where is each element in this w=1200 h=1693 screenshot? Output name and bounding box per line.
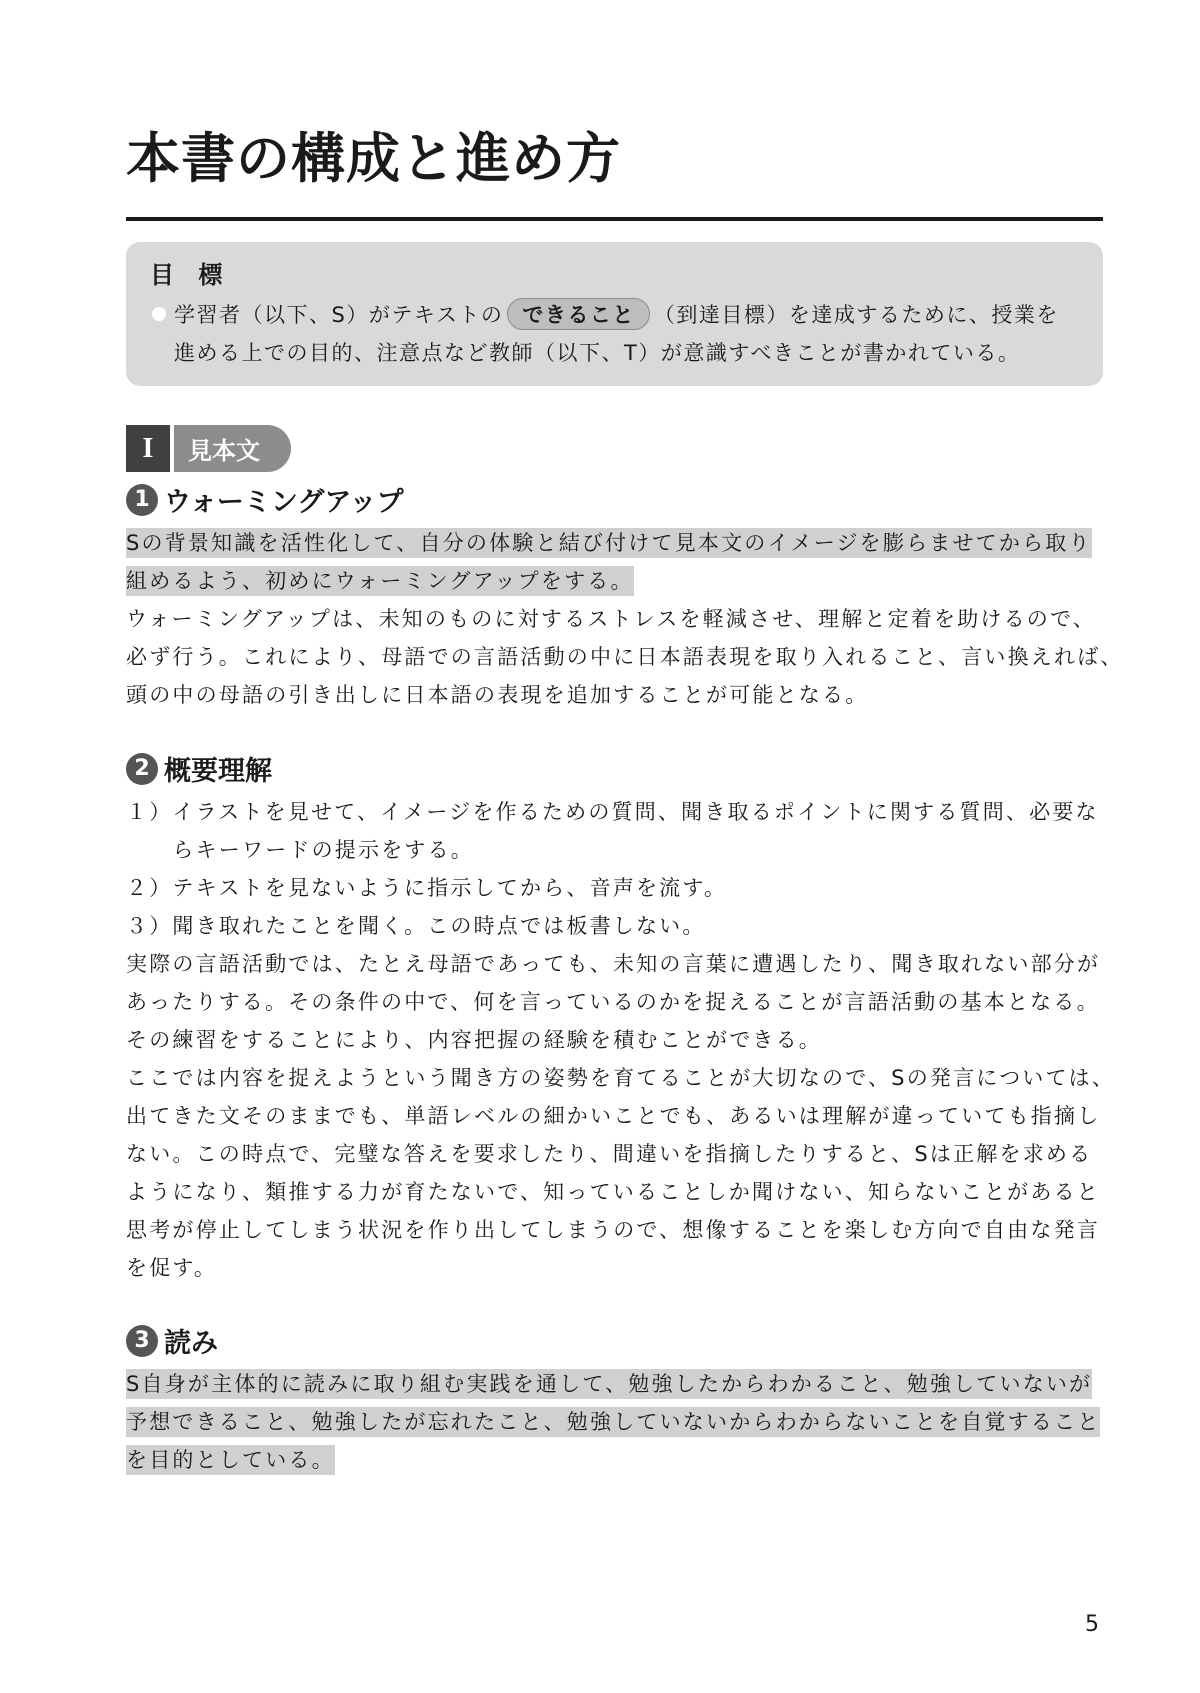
overview-line: ここでは内容を捉えようという聞き方の姿勢を育てることが大切なので、Sの発言については、: [126, 1066, 1116, 1090]
warmup-heading-text: ウォーミングアップ: [164, 487, 404, 518]
highlighted-text: 予想できること、勉強したが忘れたこと、勉強していないからわからないことを自覚すること: [126, 1407, 1100, 1437]
highlighted-text: S自身が主体的に読みに取り組む実践を通して、勉強したからわかること、勉強していないが: [126, 1369, 1092, 1399]
overview-line: を促す。: [126, 1256, 218, 1280]
section-numeral: I: [126, 425, 170, 472]
warmup-heading: [126, 480, 404, 519]
title-rule: [126, 217, 1103, 221]
can-do-pill: できること: [507, 298, 650, 330]
overview-line: あったりする。その条件の中で、何を言っているのかを捉えることが言語活動の基本となる。: [126, 990, 1100, 1014]
goal-box: [126, 242, 1103, 386]
overview-heading: [126, 749, 272, 788]
circle-number-1-icon: 1: [126, 484, 158, 516]
highlighted-text: 組めるよう、初めにウォーミングアップをする。: [126, 566, 634, 596]
reading-line: [126, 1407, 1100, 1437]
reading-line: [126, 1445, 335, 1475]
overview-line: ２）テキストを見ないように指示してから、音声を流す。: [126, 876, 728, 900]
goal-text-a: 学習者（以下、S）がテキストの: [174, 303, 504, 327]
overview-line: その練習をすることにより、内容把握の経験を積むことができる。: [126, 1028, 822, 1052]
section-tab: [126, 425, 291, 472]
goal-heading: 目 標: [150, 261, 231, 289]
page-title: 本書の構成と進め方: [126, 127, 621, 190]
highlighted-text: Sの背景知識を活性化して、自分の体験と結び付けて見本文のイメージを膨らませてから取り: [126, 528, 1092, 558]
overview-line: 実際の言語活動では、たとえ母語であっても、未知の言葉に遭遇したり、聞き取れない部分が: [126, 952, 1101, 976]
bullet-icon: [152, 307, 166, 321]
warmup-line: [126, 528, 1092, 558]
overview-line: 思考が停止してしまう状況を作り出してしまうので、想像することを楽しむ方向で自由な発言: [126, 1218, 1100, 1242]
goal-line-1: [174, 298, 1059, 330]
overview-line: らキーワードの提示をする。: [126, 838, 474, 862]
warmup-line: 頭の中の母語の引き出しに日本語の表現を追加することが可能となる。: [126, 683, 869, 707]
goal-text-b: （到達目標）を達成するために、授業を: [653, 303, 1059, 327]
warmup-line: ウォーミングアップは、未知のものに対するストレスを軽減させ、理解と定着を助けるので、: [126, 607, 1096, 631]
warmup-line: 必ず行う。これにより、母語での言語活動の中に日本語表現を取り入れること、言い換えれば、: [126, 645, 1124, 669]
circle-number-3-icon: 3: [126, 1325, 158, 1357]
overview-line: ようになり、類推する力が育たないで、知っていることしか聞けない、知らないことがあると: [126, 1180, 1100, 1204]
overview-line: ３）聞き取れたことを聞く。この時点では板書しない。: [126, 914, 706, 938]
page-number: 5: [1085, 1612, 1099, 1637]
section-label: 見本文: [174, 425, 291, 472]
reading-heading: [126, 1321, 218, 1360]
goal-line-2: 進める上での目的、注意点など教師（以下、T）が意識すべきことが書かれている。: [174, 341, 1021, 365]
overview-line: １）イラストを見せて、イメージを作るための質問、聞き取るポイントに関する質問、必要な: [126, 800, 1099, 824]
reading-line: [126, 1369, 1092, 1399]
circle-number-2-icon: 2: [126, 753, 158, 785]
warmup-line: [126, 566, 634, 596]
overview-heading-text: 概要理解: [164, 756, 272, 787]
overview-line: 出てきた文そのままでも、単語レベルの細かいことでも、あるいは理解が違っていても指摘し: [126, 1104, 1101, 1128]
reading-heading-text: 読み: [164, 1328, 218, 1359]
highlighted-text: を目的としている。: [126, 1445, 335, 1475]
overview-line: ない。この時点で、完璧な答えを要求したり、間違いを指摘したりすると、Sは正解を求める: [126, 1142, 1093, 1166]
